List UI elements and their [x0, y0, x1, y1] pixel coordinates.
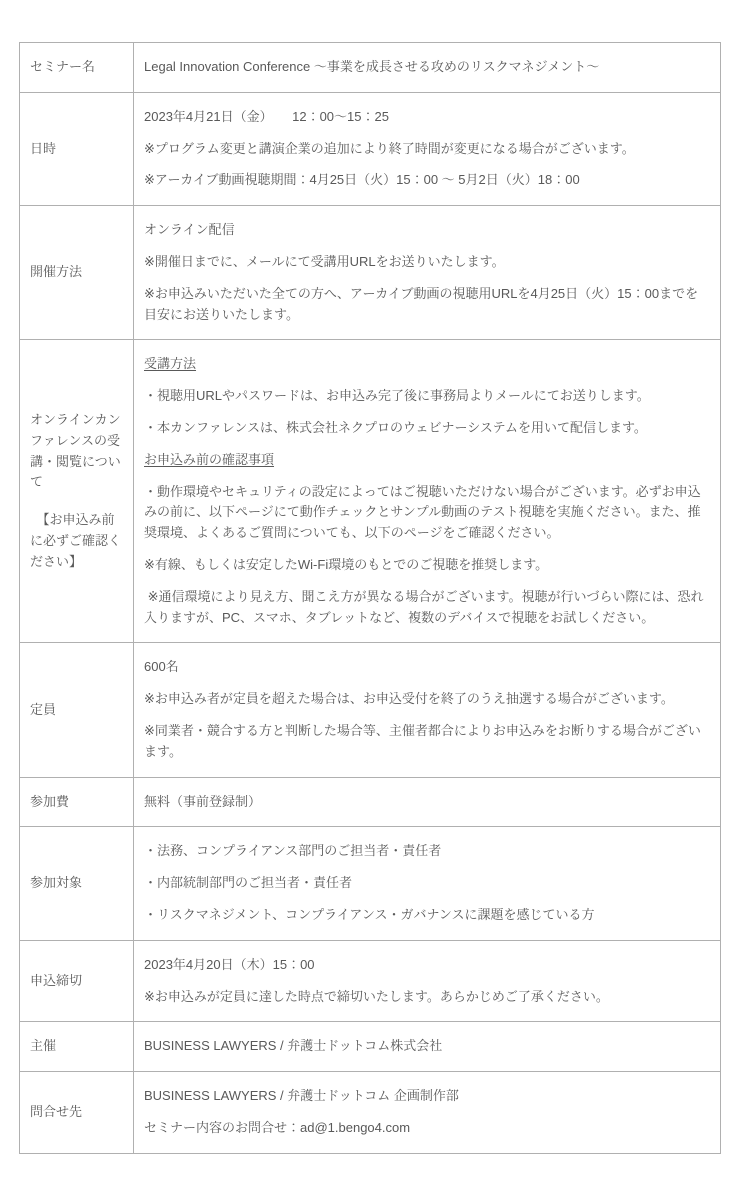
row-label-cell — [20, 643, 134, 777]
table-row — [20, 43, 721, 93]
row-label-cell — [20, 777, 134, 827]
underlined-heading: お申込み前の確認事項 — [144, 451, 275, 467]
table-row — [20, 643, 721, 777]
paragraph: BUSINESS LAWYERS / 弁護士ドットコム株式会社 — [144, 1038, 443, 1054]
row-label-cell — [20, 92, 134, 205]
paragraph: ※開催日までに、メールにて受講用URLをお送りいたします。 — [144, 253, 505, 269]
paragraph: ※アーカイブ動画視聴期間：4月25日（火）15：00 ～ 5月2日（火）18：00 — [144, 172, 580, 188]
paragraph: ※通信環境により見え方、聞こえ方が異なる場合がございます。視聴が行いづらい際には、恐れ入りますが、PC、スマホ、タブレットなど、複数のデバイスで視聴をお試しください。 — [144, 588, 704, 625]
table-row — [20, 940, 721, 1022]
row-label-text: セミナー名 — [30, 59, 96, 74]
paragraph: ・内部統制部門のご担当者・責任者 — [144, 875, 353, 891]
table-row — [20, 206, 721, 340]
row-label-text: 問合せ先 — [30, 1104, 83, 1119]
row-content-cell — [134, 827, 721, 940]
seminar-table-body — [20, 43, 721, 1154]
paragraph: ※プログラム変更と講演企業の追加により終了時間が変更になる場合がございます。 — [144, 140, 635, 156]
table-row — [20, 1072, 721, 1154]
underlined-heading: 受講方法 — [144, 356, 197, 372]
row-label-text: オンラインカンファレンスの受講・閲覧について — [30, 412, 121, 490]
row-label-cell — [20, 43, 134, 93]
paragraph: 600名 — [144, 659, 179, 675]
table-row — [20, 777, 721, 827]
row-label-text: 参加費 — [30, 793, 70, 809]
row-content-cell — [134, 1072, 721, 1154]
paragraph: ・リスクマネジメント、コンプライアンス・ガバナンスに課題を感じている方 — [144, 906, 595, 922]
table-row — [20, 92, 721, 205]
row-label-text: 【お申込み前に必ずご確認ください】 — [30, 512, 122, 569]
row-label-cell — [20, 206, 134, 340]
paragraph: ・本カンファレンスは、株式会社ネクプロのウェビナーシステムを用いて配信します。 — [144, 419, 647, 435]
table-row — [20, 827, 721, 940]
row-content-cell — [134, 340, 721, 643]
paragraph: セミナー内容のお問合せ：ad@1.bengo4.com — [144, 1119, 411, 1135]
paragraph: 無料（事前登録制） — [144, 793, 262, 809]
paragraph: ※同業者・競合する方と判断した場合等、主催者都合によりお申込みをお断りする場合がございます。 — [144, 722, 701, 759]
row-label-cell — [20, 827, 134, 940]
paragraph: ・視聴用URLやパスワードは、お申込み完了後に事務局よりメールにてお送りします。 — [144, 388, 650, 404]
row-content-cell — [134, 206, 721, 340]
row-label-cell — [20, 940, 134, 1022]
row-content-cell — [134, 940, 721, 1022]
table-row — [20, 1022, 721, 1072]
table-row — [20, 340, 721, 643]
paragraph: Legal Innovation Conference ～事業を成長させる攻めのリスクマネジメント～ — [144, 59, 600, 74]
row-label-text: 日時 — [30, 140, 57, 156]
row-label-cell — [20, 1022, 134, 1072]
paragraph: BUSINESS LAWYERS / 弁護士ドットコム 企画制作部 — [144, 1088, 459, 1104]
paragraph: ・動作環境やセキュリティの設定によってはご視聴いただけない場合がございます。必ずお申込みの前に、以下ページにて動作チェックとサンプル動画のテスト視聴を実施ください。また、推奨環境、よくあるご質問についても、以下のページをご確認ください。 — [144, 483, 701, 541]
paragraph: ※お申込み者が定員を超えた場合は、お申込受付を終了のうえ抽選する場合がございます。 — [144, 691, 674, 707]
row-label-text: 開催方法 — [30, 264, 83, 280]
paragraph: オンライン配信 — [144, 222, 235, 238]
row-label-text: 参加対象 — [30, 875, 83, 891]
seminar-info-table — [19, 42, 721, 1154]
paragraph: ※お申込みが定員に達した時点で締切いたします。あらかじめご了承ください。 — [144, 988, 609, 1004]
row-content-cell — [134, 777, 721, 827]
row-label-cell — [20, 340, 134, 643]
row-content-cell — [134, 92, 721, 205]
paragraph: 2023年4月21日（金） 12：00～15：25 — [144, 108, 389, 124]
row-label-text: 主催 — [30, 1038, 57, 1054]
paragraph: ※有線、もしくは安定したWi-Fi環境のもとでのご視聴を推奨します。 — [144, 556, 549, 572]
row-content-cell — [134, 1022, 721, 1072]
row-content-cell — [134, 643, 721, 777]
paragraph: 2023年4月20日（木）15：00 — [144, 956, 315, 972]
row-label-text: 申込締切 — [30, 972, 83, 988]
row-label-text: 定員 — [30, 701, 57, 717]
row-label-cell — [20, 1072, 134, 1154]
paragraph: ※お申込みいただいた全ての方へ、アーカイブ動画の視聴用URLを4月25日（火）15：00までを目安にお送りいたします。 — [144, 285, 699, 322]
paragraph: ・法務、コンプライアンス部門のご担当者・責任者 — [144, 843, 442, 859]
row-content-cell — [134, 43, 721, 93]
